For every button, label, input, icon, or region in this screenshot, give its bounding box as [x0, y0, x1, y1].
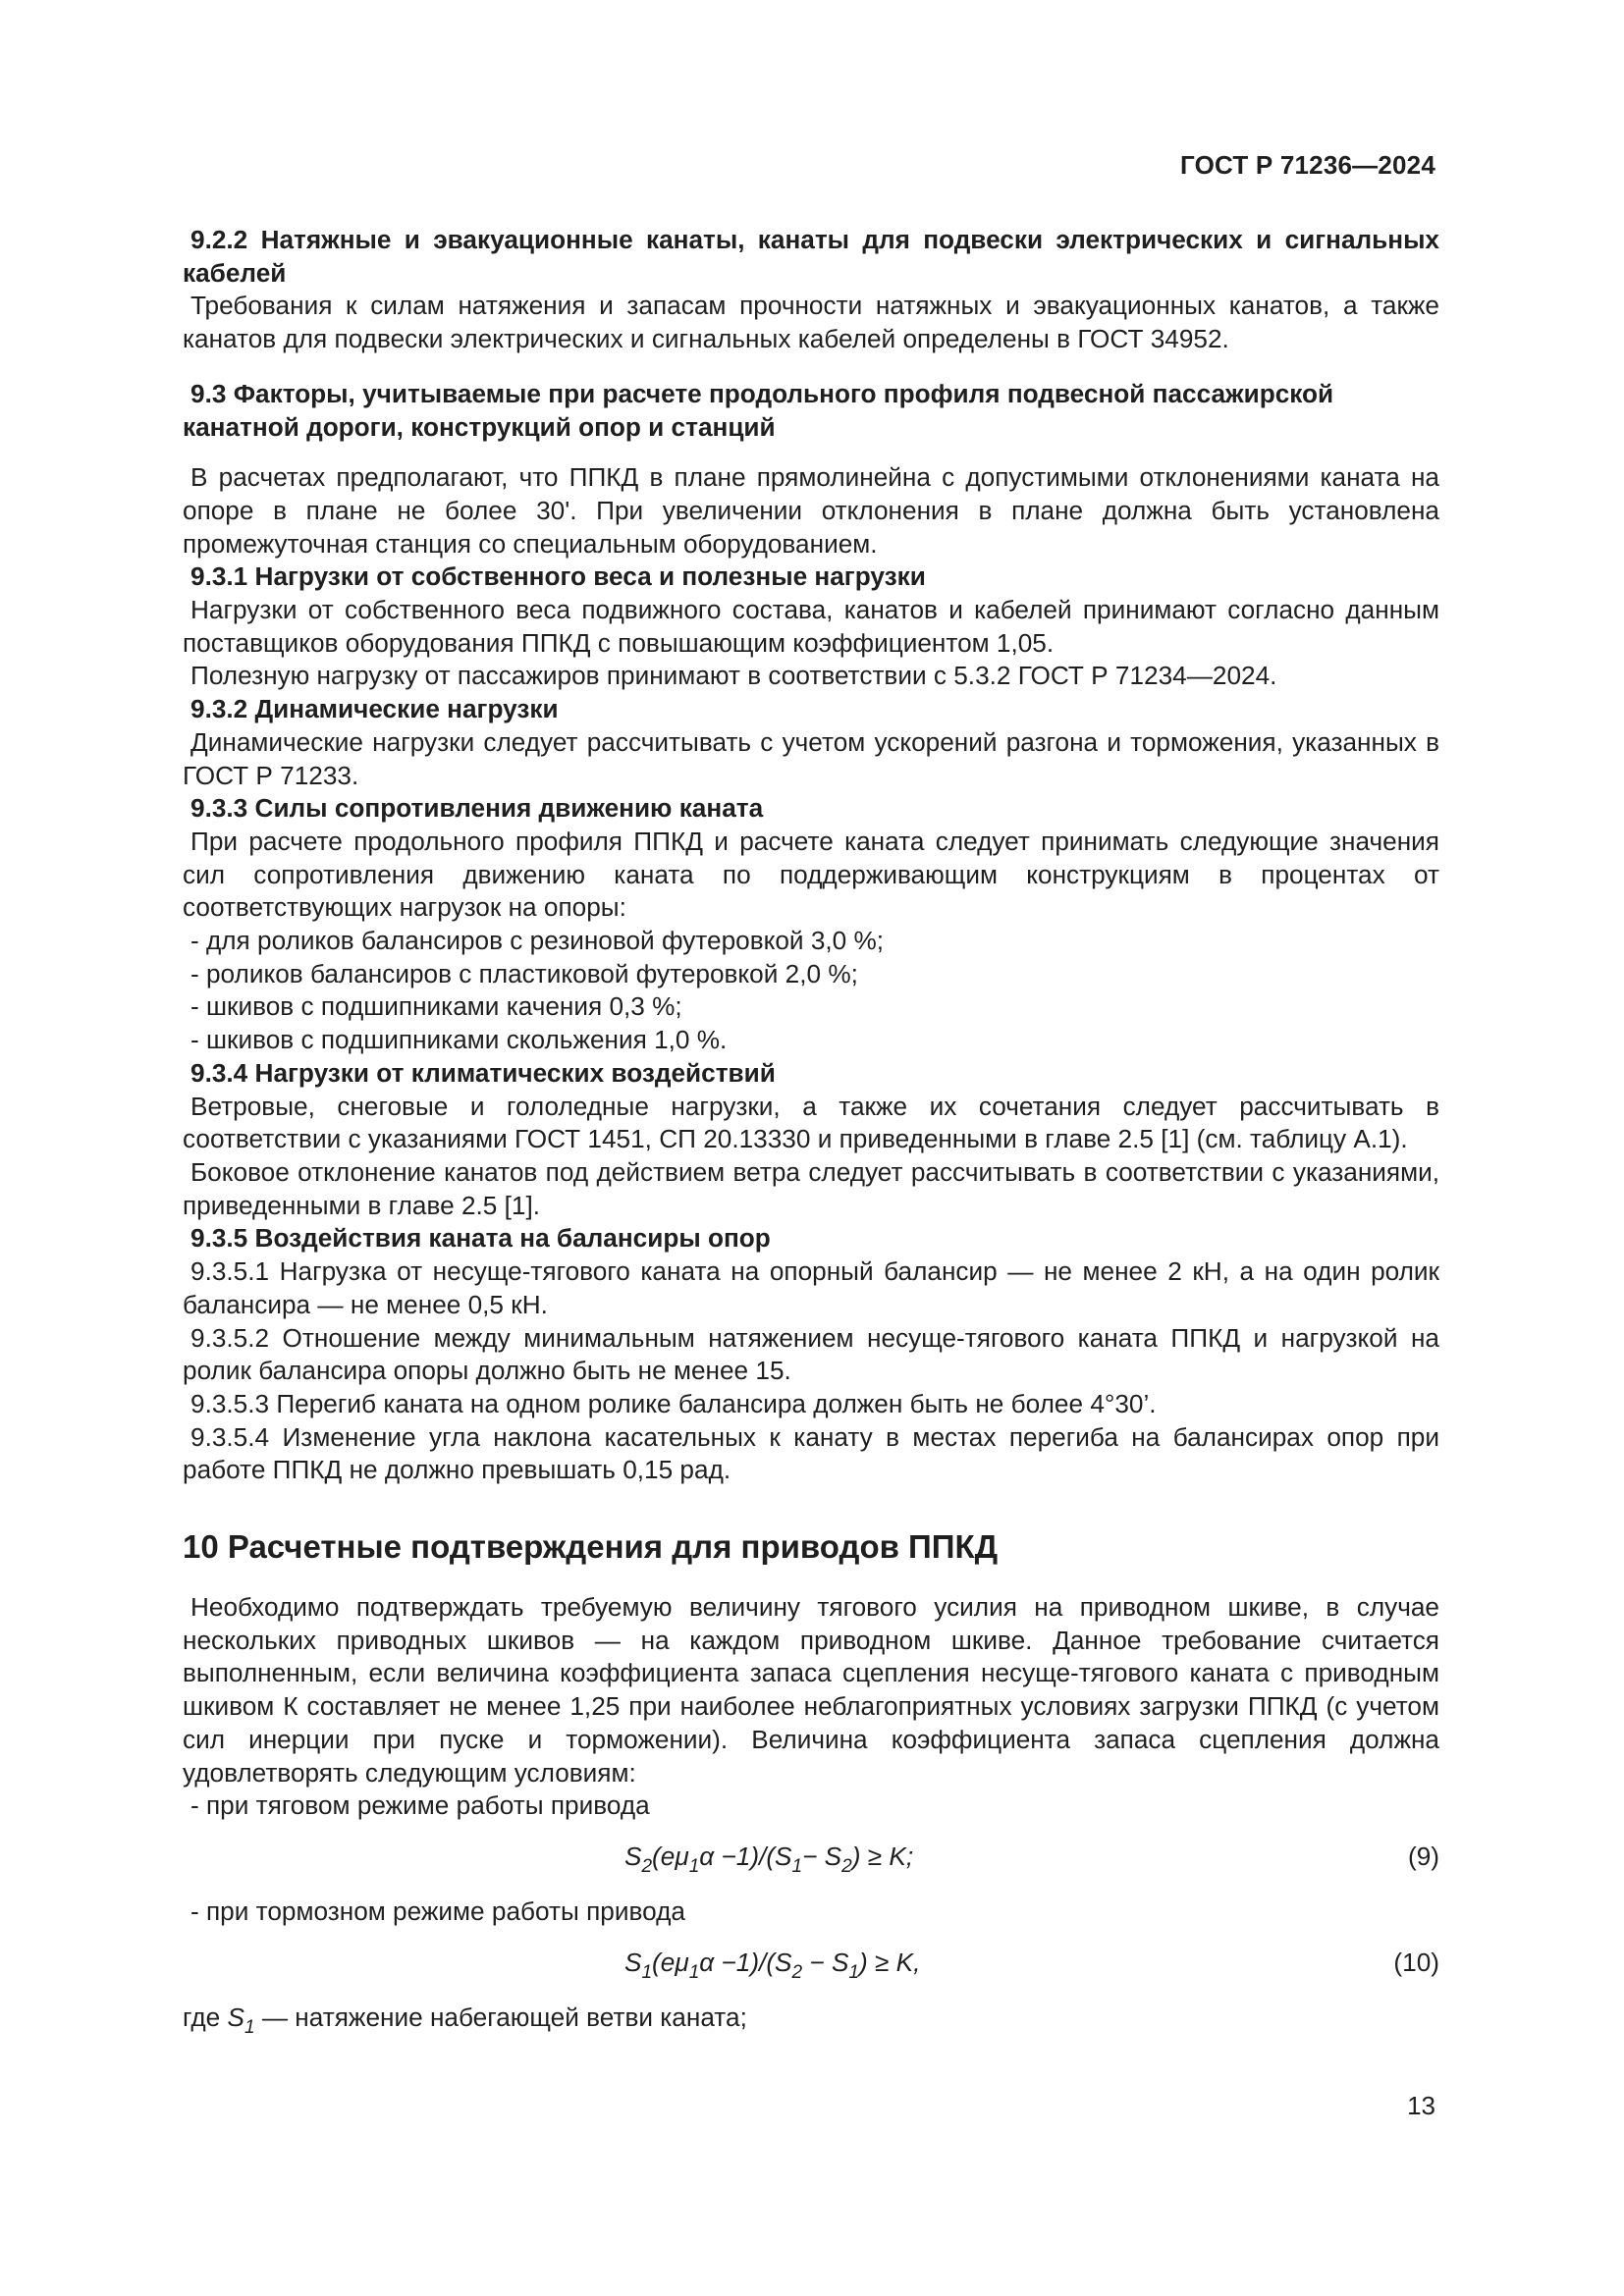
section-number: 9.3 [190, 378, 227, 408]
page-number: 13 [1407, 2091, 1435, 2120]
where-prefix: где [183, 2002, 221, 2032]
section-number: 9.3.4 [190, 1057, 248, 1088]
section-title: Нагрузки от климатических воздействий [254, 1057, 776, 1088]
where-symbol: $S_1$ [227, 2002, 255, 2038]
list-item: - при тяговом режиме работы привода [190, 1790, 650, 1821]
section-9-2-2-heading [183, 224, 1439, 290]
section-9-3-3-p1: При расчете продольного профиля ППКД и расчете каната следует принимать следующие значения сил сопротивления движению каната по поддерживающим конструкциям в процентах от соответствующих нагрузок на опоры: [183, 826, 1439, 923]
section-9-3-4-p1: Ветровые, снеговые и гололедные нагрузки, а также их сочетания следует рассчитывать в соответствии с указаниями ГОСТ 1451, СП 20.13330 и приведенными в главе 2.5 [1] (см. таблицу А.1). [183, 1091, 1439, 1154]
list-item: - для роликов балансиров с резиновой футеровкой 3,0 %; [190, 926, 885, 956]
clause-9-3-5-3: 9.3.5.3 Перегиб каната на одном ролике балансира должен быть не более 4°30’. [190, 1388, 1157, 1418]
formula-10 [183, 1947, 1439, 2002]
section-number: 9.3.1 [190, 561, 248, 592]
list-item: - роликов балансиров с пластиковой футеровкой 2,0 %; [190, 958, 858, 988]
section-9-3-2-p1: Динамические нагрузки следует рассчитывать с учетом ускорений разгона и торможения, указанных в ГОСТ Р 71233. [183, 726, 1439, 790]
section-number: 9.3.3 [190, 793, 248, 824]
clause-9-3-5-2: 9.3.5.2 Отношение между минимальным натяжением несуще-тягового каната ППКД и нагрузкой на ролик балансира опоры должно быть не менее 15. [183, 1322, 1439, 1386]
section-title: Натяжные и эвакуационные канаты, канаты для подвески электрических и сигнальных кабелей [183, 225, 1439, 288]
page-content [183, 224, 1439, 2038]
section-9-3-text: В расчетах предполагают, что ППКД в плане прямолинейна с допустимыми отклонениями каната на опоре в плане не более 30'. При увеличении отклонения в плане должна быть установлена промежуточная станция со специальным оборудованием. [183, 462, 1439, 559]
formula-9 [183, 1841, 1439, 1896]
section-9-3-3-heading [183, 792, 1439, 826]
formula-9-expression: $S_2(e\mu_1\alpha -1)/(S_1- S_2) \ge K$; [624, 1841, 914, 1877]
section-number: 9.3.2 [190, 694, 248, 724]
section-9-3-heading [183, 378, 1439, 444]
section-title: Нагрузки от собственного веса и полезные нагрузки [254, 561, 926, 592]
section-title: Динамические нагрузки [254, 694, 559, 724]
section-9-2-2-text: Требования к силам натяжения и запасам прочности натяжных и эвакуационных канатов, а также канатов для подвески электрических и сигнальных кабелей определены в ГОСТ 34952. [183, 291, 1439, 354]
formula-10-expression: $S_1(e\mu_1\alpha -1)/(S_2 - S_1) \ge K$, [624, 1947, 921, 1983]
section-9-3-1-heading [183, 561, 1439, 594]
list-item: - шкивов с подшипниками качения 0,3 %; [190, 991, 682, 1022]
section-title: Воздействия каната на балансиры опор [254, 1223, 771, 1254]
section-title: Силы сопротивления движению каната [254, 793, 764, 824]
equation-number: (9) [1407, 1841, 1439, 1871]
section-9-3-1-p2: Полезную нагрузку от пассажиров принимают в соответствии с 5.3.2 ГОСТ Р 71234—2024. [190, 661, 1277, 691]
section-9-3-4-heading [183, 1057, 1439, 1091]
section-9-3-4-p2: Боковое отклонение канатов под действием ветра следует рассчитывать в соответствии с указаниями, приведенными в главе 2.5 [1]. [183, 1156, 1439, 1220]
where-clause [183, 2002, 1439, 2038]
section-10-title: 10 Расчетные подтверждения для приводов ППКД [183, 1528, 999, 1566]
section-number: 9.3.5 [190, 1223, 248, 1254]
list-item: - шкивов с подшипниками скольжения 1,0 %. [190, 1025, 728, 1055]
section-9-3-2-heading [183, 693, 1439, 726]
section-title: Факторы, учитываемые при расчете продольного профиля подвесной пассажирской канатной дороги, конструкций опор и станций [183, 378, 1334, 442]
clause-9-3-5-4: 9.3.5.4 Изменение угла наклона касательных к канату в местах перегиба на балансирах опор при работе ППКД не должно превышать 0,15 рад. [183, 1421, 1439, 1485]
where-text: — натяжение набегающей ветви каната; [261, 2002, 747, 2032]
section-9-3-5-heading [183, 1222, 1439, 1255]
document-code: ГОСТ Р 71236—2024 [1180, 150, 1435, 180]
section-number: 9.2.2 [190, 225, 248, 254]
clause-9-3-5-1: 9.3.5.1 Нагрузка от несуще-тягового каната на опорный балансир — не менее 2 кН, а на один ролик балансира — не менее 0,5 кН. [183, 1256, 1439, 1319]
section-9-3-1-p1: Нагрузки от собственного веса подвижного состава, канатов и кабелей принимают согласно данным поставщиков оборудования ППКД с повышающим коэффициентом 1,05. [183, 595, 1439, 658]
list-item: - при тормозном режиме работы привода [190, 1896, 685, 1926]
section-10-p1: Необходимо подтверждать требуемую величину тягового усилия на приводном шкиве, в случае нескольких приводных шкивов — на каждом приводном шкиве. Данное требование считается выполненным, если величина коэффициента запаса сцепления несуще-тягового каната с приводным шкивом К составляет не менее 1,25 при наиболее неблагоприятных условиях загрузки ППКД (с учетом сил инерции при пуске и торможении). Величина коэффициента запаса сцепления должна удовлетворять следующим условиям: [183, 1592, 1439, 1788]
equation-number: (10) [1393, 1947, 1439, 1977]
